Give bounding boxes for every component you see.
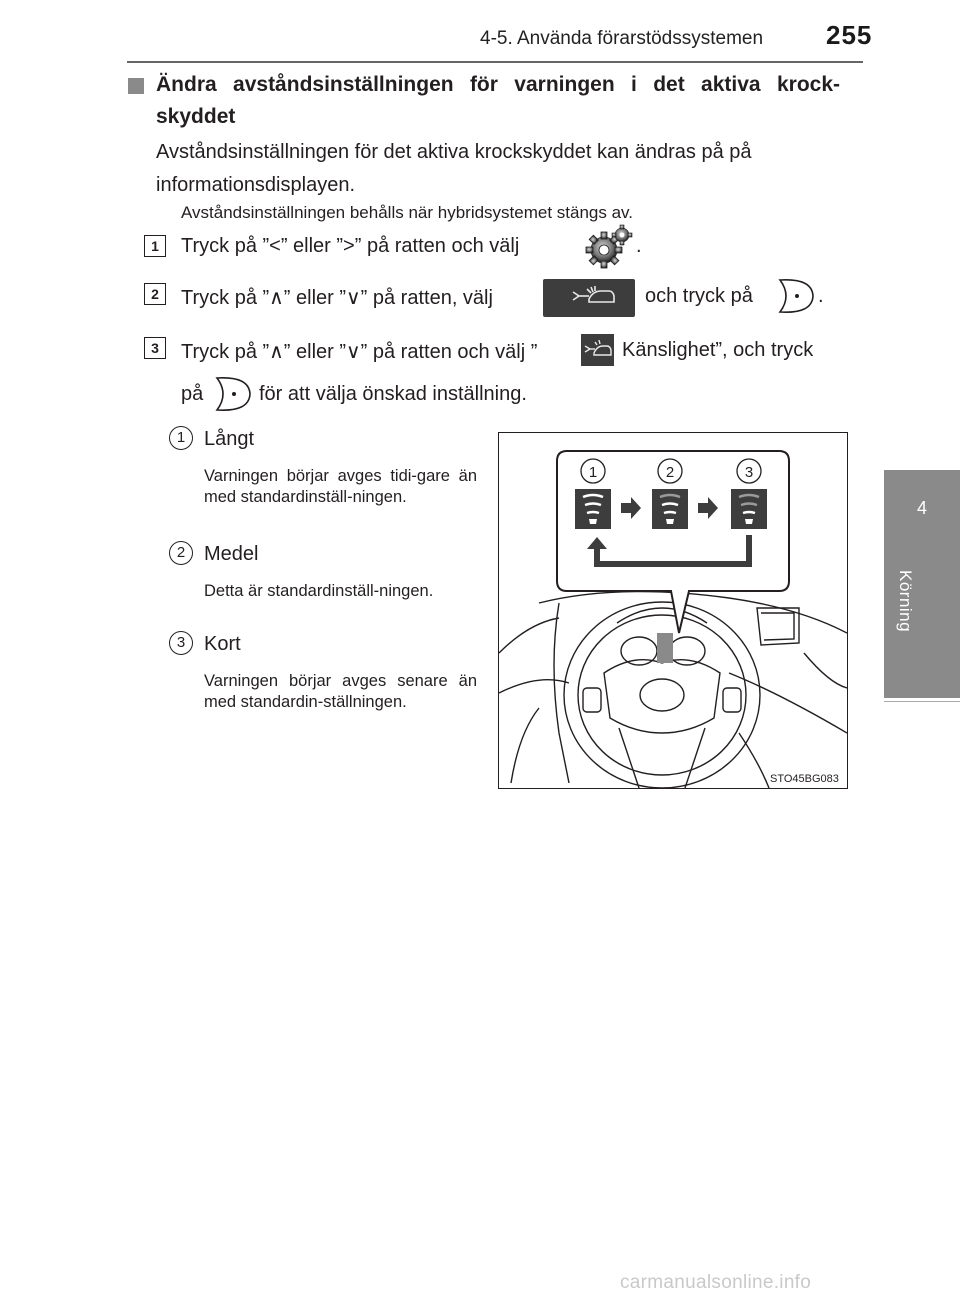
chapter-label: Körning bbox=[896, 570, 915, 633]
tab-rule bbox=[884, 701, 960, 702]
step-3-text: Tryck på ”∧” eller ”∨” på ratten och välj ” bbox=[181, 341, 538, 363]
header-rule bbox=[127, 61, 863, 63]
pcs-display-icon bbox=[543, 279, 635, 317]
section-bullet-icon bbox=[128, 78, 144, 94]
sensitivity-illustration bbox=[498, 432, 848, 789]
section-intro: Avståndsinställningen för det aktiva krockskyddet kan ändras på på informationsdisplayen. bbox=[156, 141, 752, 196]
step-2-text-middle: och tryck på bbox=[645, 285, 753, 307]
step-3-text-middle: Känslighet”, och tryck bbox=[622, 339, 814, 361]
pcs-small-icon bbox=[581, 334, 614, 366]
settings-gear-icon bbox=[582, 224, 634, 270]
option-number-1: 1 bbox=[169, 426, 193, 450]
watermark: carmanualsonline.info bbox=[620, 1272, 812, 1293]
figure-code: STO45BG083 bbox=[770, 773, 839, 785]
step-number-3: 3 bbox=[144, 337, 166, 359]
step-1-text: Tryck på ”<” eller ”>” på ratten och välj bbox=[181, 235, 520, 257]
step-3-text-line2-end: för att välja önskad inställning. bbox=[259, 383, 527, 405]
section-title: Ändra avståndsinställningen för varningen i det aktiva krock-skyddet bbox=[156, 73, 840, 128]
step-1-text-end: . bbox=[636, 235, 642, 257]
option-title-1: Långt bbox=[204, 428, 255, 450]
step-number-2: 2 bbox=[144, 283, 166, 305]
option-title-3: Kort bbox=[204, 633, 241, 655]
step-2-text: Tryck på ”∧” eller ”∨” på ratten, välj bbox=[181, 287, 493, 309]
option-desc-1: Varningen börjar avges tidi-gare än med standardinställ-ningen. bbox=[204, 467, 477, 506]
section-note: Avståndsinställningen behålls när hybridsystemet stängs av. bbox=[181, 203, 634, 222]
figure-callout-1: 1 bbox=[588, 464, 598, 481]
figure-callout-3: 3 bbox=[744, 464, 754, 481]
step-number-1: 1 bbox=[144, 235, 166, 257]
option-number-3: 3 bbox=[169, 631, 193, 655]
chapter-number: 4 bbox=[916, 498, 927, 518]
ok-button-icon bbox=[776, 276, 816, 316]
option-desc-3: Varningen börjar avges senare än med standardin-ställningen. bbox=[204, 672, 477, 711]
option-number-2: 2 bbox=[169, 541, 193, 565]
ok-button-icon bbox=[213, 374, 253, 414]
step-3-text-line2: på bbox=[181, 383, 204, 405]
option-title-2: Medel bbox=[204, 543, 259, 565]
step-2-text-end: . bbox=[818, 285, 824, 307]
page-number: 255 bbox=[826, 20, 873, 50]
figure-callout-2: 2 bbox=[665, 464, 675, 481]
running-header: 4-5. Använda förarstödssystemen bbox=[480, 28, 764, 49]
option-desc-2: Detta är standardinställ-ningen. bbox=[204, 582, 434, 600]
